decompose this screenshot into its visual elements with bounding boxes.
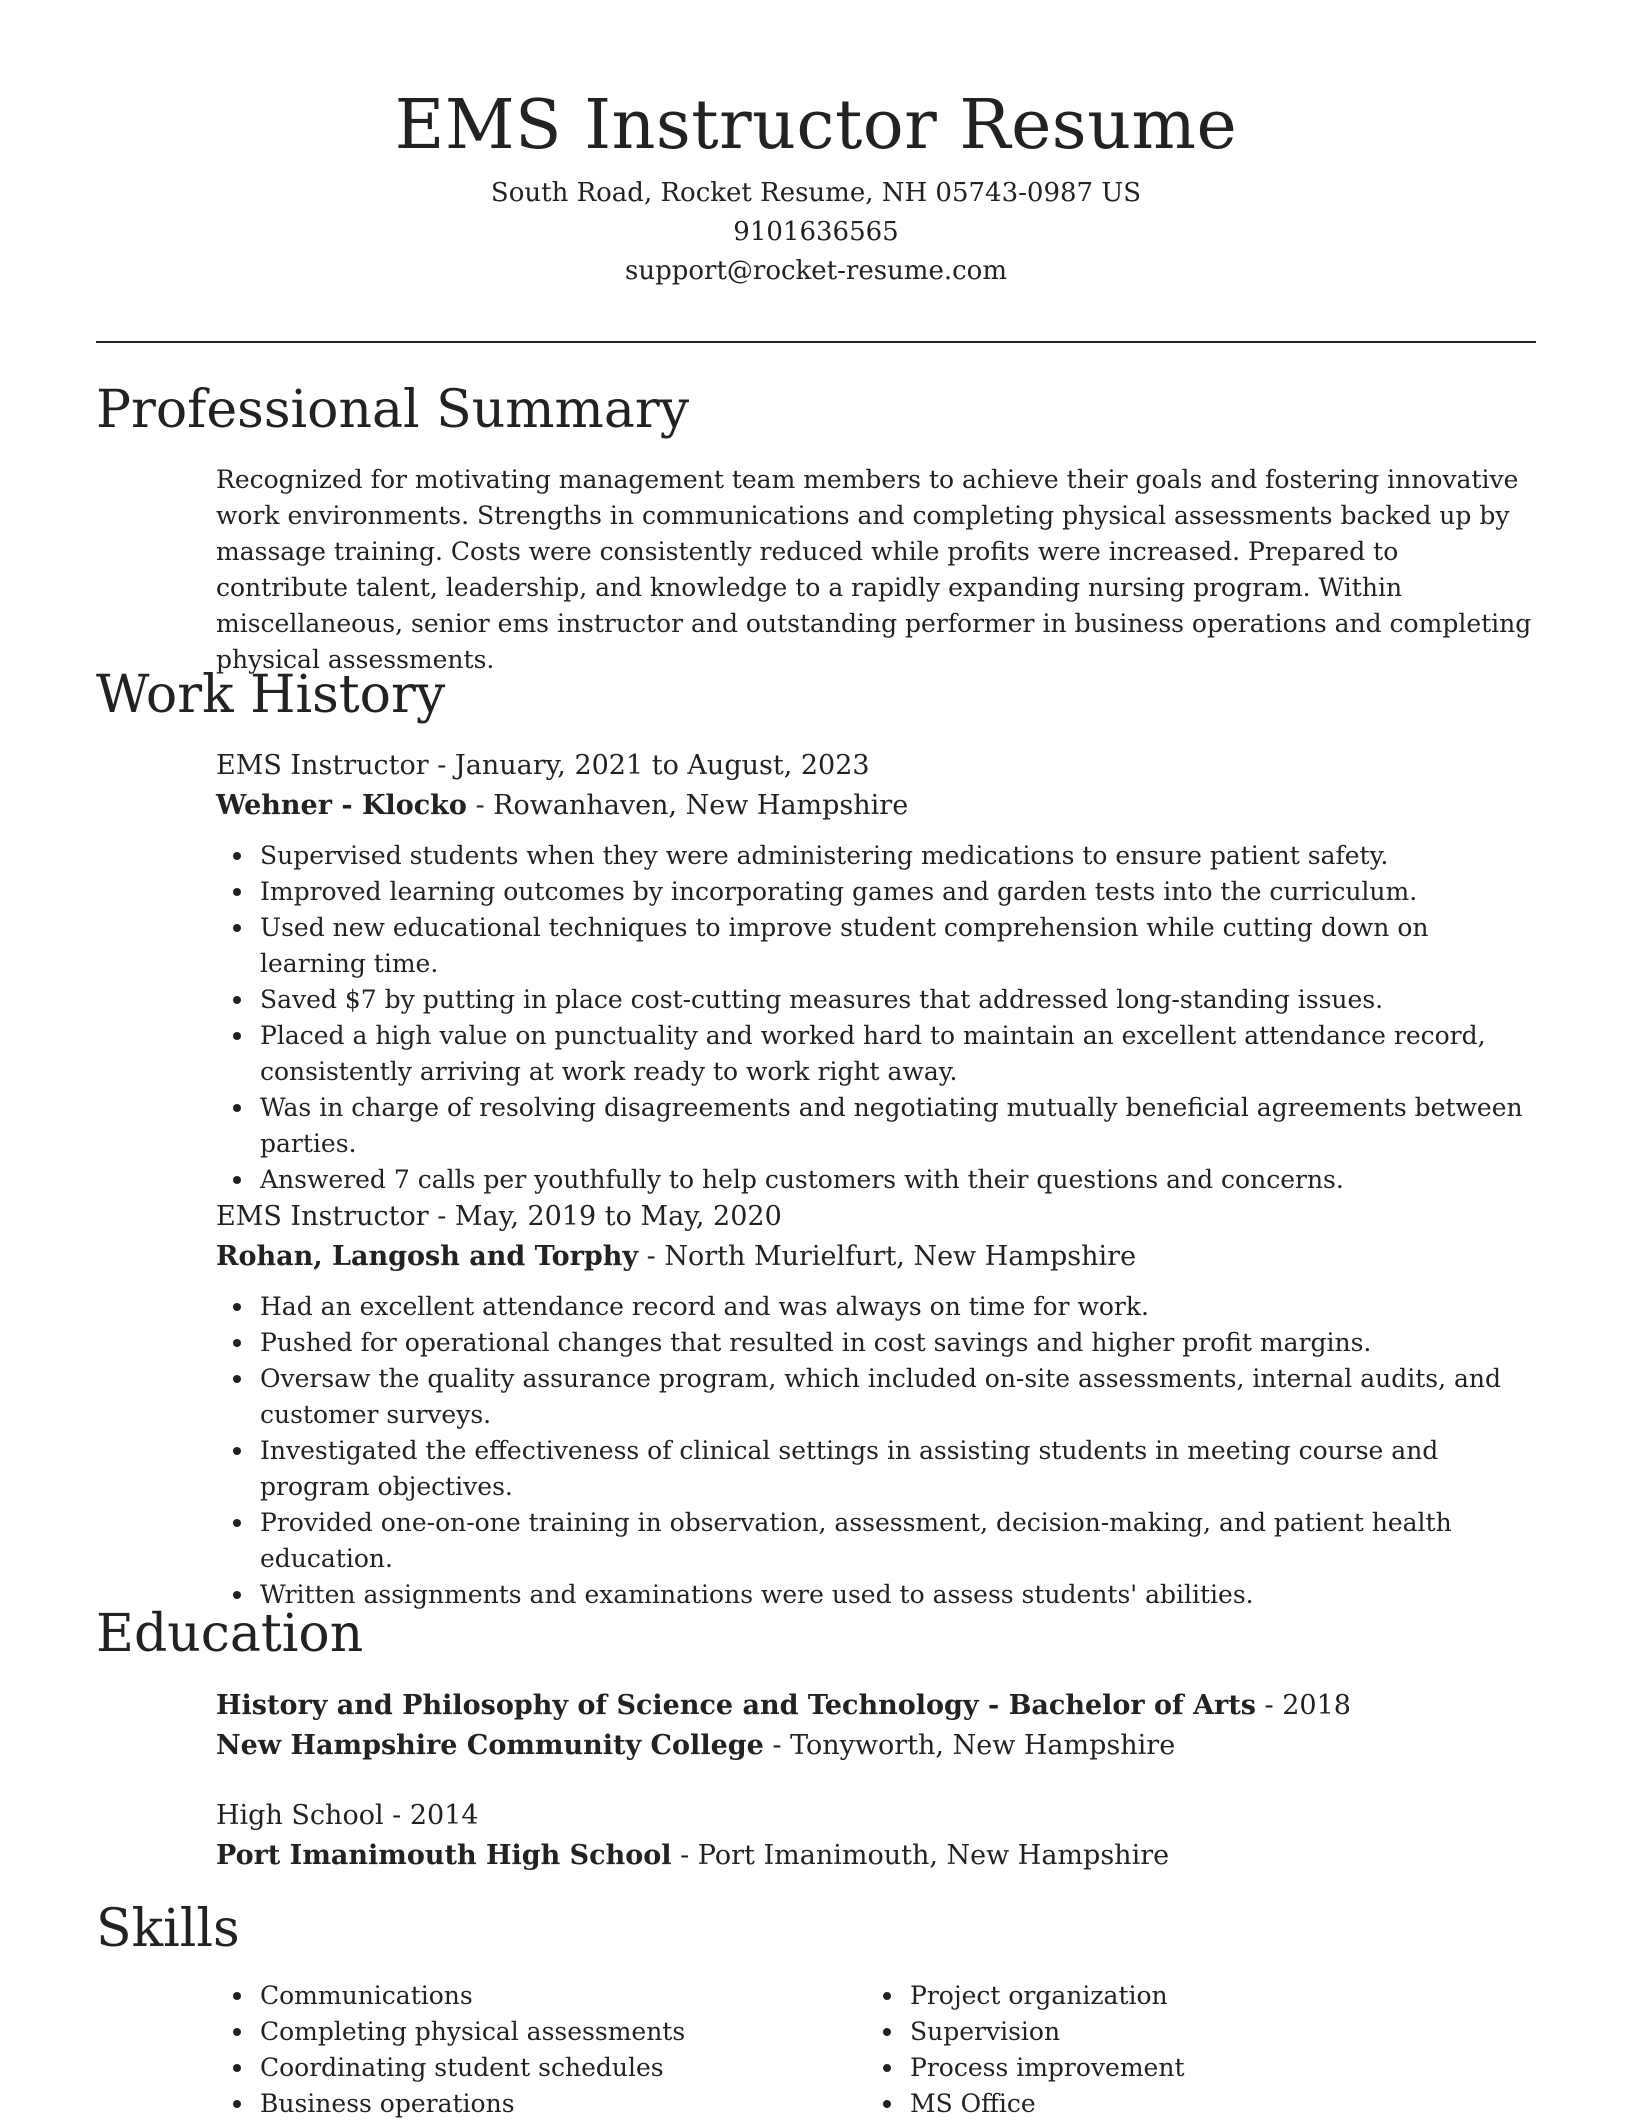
list-item: Answered 7 calls per youthfully to help customers with their questions and concerns. bbox=[260, 1162, 1536, 1198]
education-entry bbox=[216, 1796, 1536, 1876]
job-company-line bbox=[216, 786, 1536, 826]
summary-heading: Professional Summary bbox=[96, 380, 690, 440]
job-company: Wehner - Klocko bbox=[216, 790, 467, 821]
list-item: Had an excellent attendance record and was always on time for work. bbox=[260, 1289, 1536, 1325]
job-bullets bbox=[216, 838, 1536, 1198]
school-line bbox=[216, 1726, 1536, 1766]
list-item: Pushed for operational changes that resulted in cost savings and higher profit margins. bbox=[260, 1325, 1536, 1361]
contact-phone: 9101636565 bbox=[733, 217, 899, 247]
education-entry bbox=[216, 1686, 1536, 1766]
list-item: Used new educational techniques to improve student comprehension while cutting down on learning time. bbox=[260, 910, 1536, 982]
job-title-line bbox=[216, 1197, 1536, 1237]
skills-column-right bbox=[866, 1978, 1516, 2122]
job-title-line bbox=[216, 746, 1536, 786]
skill-item: Project organization bbox=[910, 1978, 1516, 2014]
list-item: Investigated the effectiveness of clinical settings in assisting students in meeting course and program objectives. bbox=[260, 1433, 1536, 1505]
job-dates: - January, 2021 to August, 2023 bbox=[428, 750, 870, 781]
list-item: Oversaw the quality assurance program, which included on-site assessments, internal audits, and customer surveys. bbox=[260, 1361, 1536, 1433]
skill-item: Completing physical assessments bbox=[260, 2014, 866, 2050]
school-line bbox=[216, 1836, 1536, 1876]
skills-list bbox=[216, 1978, 1536, 2122]
job-title: EMS Instructor bbox=[216, 1201, 429, 1232]
job-company-line bbox=[216, 1237, 1536, 1277]
contact-email: support@rocket-resume.com bbox=[624, 256, 1007, 286]
list-item: Saved $7 by putting in place cost-cutting measures that addressed long-standing issues. bbox=[260, 982, 1536, 1018]
graduation-year: - 2018 bbox=[1255, 1690, 1351, 1721]
job-location: - North Murielfurt, New Hampshire bbox=[638, 1241, 1137, 1272]
skill-item: Coordinating student schedules bbox=[260, 2050, 866, 2086]
work-history-heading: Work History bbox=[96, 665, 446, 725]
list-item: Provided one-on-one training in observation, assessment, decision-making, and patient health education. bbox=[260, 1505, 1536, 1577]
resume-header bbox=[96, 84, 1536, 291]
skills-bullets bbox=[216, 1978, 866, 2122]
degree: History and Philosophy of Science and Technology - Bachelor of Arts bbox=[216, 1690, 1256, 1721]
list-item: Was in charge of resolving disagreements and negotiating mutually beneficial agreements between parties. bbox=[260, 1090, 1536, 1162]
graduation-year: - 2014 bbox=[383, 1800, 479, 1831]
degree: High School bbox=[216, 1800, 384, 1831]
skill-item: MS Office bbox=[910, 2086, 1516, 2122]
degree-line bbox=[216, 1796, 1536, 1836]
list-item: Placed a high value on punctuality and worked hard to maintain an excellent attendance record, consistently arriving at work ready to work right away. bbox=[260, 1018, 1536, 1090]
list-item: Written assignments and examinations were used to assess students' abilities. bbox=[260, 1577, 1536, 1613]
job-company: Rohan, Langosh and Torphy bbox=[216, 1241, 639, 1272]
summary-block bbox=[216, 462, 1536, 678]
skill-item: Process improvement bbox=[910, 2050, 1516, 2086]
school-name: Port Imanimouth High School bbox=[216, 1840, 672, 1871]
skills-heading: Skills bbox=[96, 1899, 240, 1959]
page-title: EMS Instructor Resume bbox=[394, 86, 1238, 165]
school-name: New Hampshire Community College bbox=[216, 1730, 764, 1761]
list-item: Supervised students when they were administering medications to ensure patient safety. bbox=[260, 838, 1536, 874]
skills-bullets bbox=[866, 1978, 1516, 2122]
job-location: - Rowanhaven, New Hampshire bbox=[466, 790, 909, 821]
job-dates: - May, 2019 to May, 2020 bbox=[428, 1201, 782, 1232]
education-heading: Education bbox=[96, 1604, 364, 1664]
contact-address: South Road, Rocket Resume, NH 05743-0987 US bbox=[490, 178, 1142, 208]
skill-item: Communications bbox=[260, 1978, 866, 2014]
skills-column-left bbox=[216, 1978, 866, 2122]
job-bullets bbox=[216, 1289, 1536, 1613]
header-divider bbox=[96, 341, 1536, 343]
job-title: EMS Instructor bbox=[216, 750, 429, 781]
degree-line bbox=[216, 1686, 1536, 1726]
list-item: Improved learning outcomes by incorporating games and garden tests into the curriculum. bbox=[260, 874, 1536, 910]
job-entry bbox=[216, 1197, 1536, 1613]
skill-item: Supervision bbox=[910, 2014, 1516, 2050]
school-location: - Port Imanimouth, New Hampshire bbox=[671, 1840, 1170, 1871]
skill-item: Business operations bbox=[260, 2086, 866, 2122]
contact-info bbox=[96, 174, 1536, 291]
summary-text: Recognized for motivating management team members to achieve their goals and fostering innovative work environments. Strengths in communications and completing physical assessments backed up by massage training. Costs were consistently reduced while profits were increased. Prepared to contribute talent, leadership, and knowledge to a rapidly expanding nursing program. Within miscellaneous, senior ems instructor and outstanding performer in business operations and completing physical assessments. bbox=[216, 465, 1532, 674]
school-location: - Tonyworth, New Hampshire bbox=[763, 1730, 1176, 1761]
job-entry bbox=[216, 746, 1536, 1198]
